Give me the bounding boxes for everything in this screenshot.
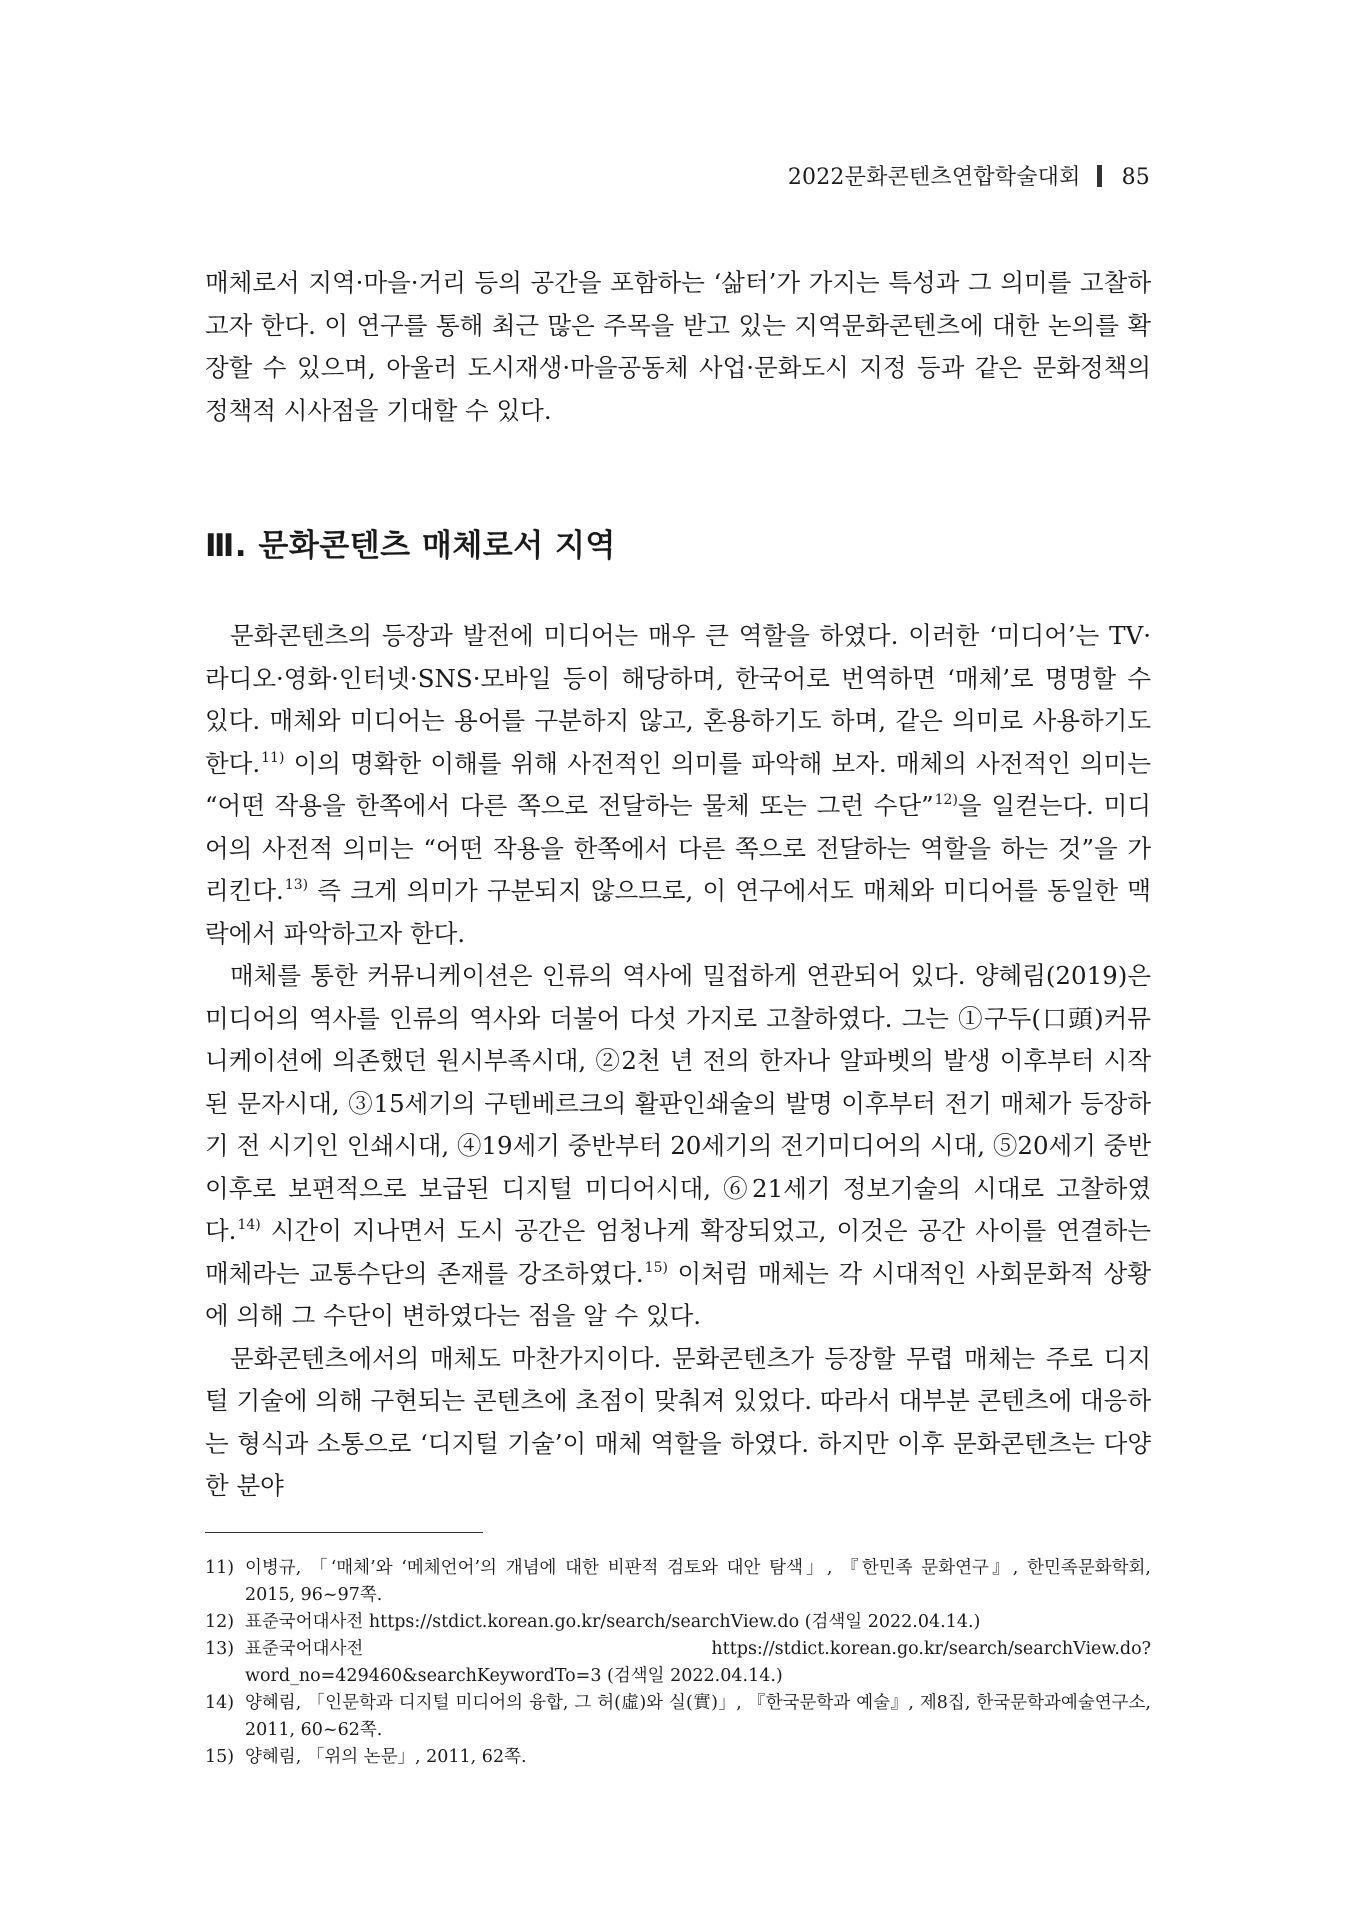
page-number: 85 xyxy=(1121,165,1150,190)
footnote-text: 표준국어대사전 https://stdict.korean.go.kr/search/searchView.do?word_no=429460&searchKeywordTo=3 (검색일 2022.04.14.) xyxy=(245,1638,1151,1686)
paragraph-2-text-b: 시간이 지나면서 도시 공간은 엄청나게 확장되었고, 이것은 공간 사이를 연결하는 매체라는 교통수단의 존재를 강조하였다. xyxy=(205,1216,1151,1288)
paragraph-1-text-d: 즉 크게 의미가 구분되지 않으므로, 이 연구에서도 매체와 미디어를 동일한 맥락에서 파악하고자 한다. xyxy=(205,876,1151,948)
footnote-text: 양혜림, 「인문학과 디지털 미디어의 융합, 그 허(虛)와 실(實)」, 『한국문학과 예술』, 제8집, 한국문학과예술연구소, 2011, 60~62쪽. xyxy=(245,1692,1151,1740)
paragraph-2-text-c: 이처럼 매체는 각 시대적인 사회문화적 상황에 의해 그 수단이 변하였다는 점을 알 수 있다. xyxy=(205,1258,1151,1330)
footnote-number: 13) xyxy=(205,1638,235,1659)
paragraph-3: 문화콘텐츠에서의 매체도 마찬가지이다. 문화콘텐츠가 등장할 무렵 매체는 주로 디지털 기술에 의해 구현되는 콘텐츠에 초점이 맞춰져 있었다. 따라서 대부분 콘텐츠에 대응하는 형식과 소통으로 ‘디지털 기술’이 매체 역할을 하였다. 하지만 이후 문화콘텐츠는 다양한 분야 xyxy=(205,1343,1151,1500)
paragraph-1 xyxy=(205,615,1151,955)
intro-section xyxy=(205,262,1151,432)
journal-title: 2022문화콘텐츠연합학술대회 xyxy=(787,165,1081,190)
paragraph-1-text-c: 을 일컫는다. 미디어의 사전적 의미는 “어떤 작용을 한쪽에서 다른 쪽으로 전달하는 역할을 하는 것”을 가리킨다. xyxy=(205,791,1151,905)
footnote-13 xyxy=(205,1636,1151,1690)
footnote-text: 양혜림, 「위의 논문」, 2011, 62쪽. xyxy=(245,1746,527,1767)
footnote-14 xyxy=(205,1690,1151,1744)
footnote-ref-14[interactable]: 14) xyxy=(237,1217,261,1233)
paragraph-2 xyxy=(205,955,1151,1338)
section-body xyxy=(205,615,1151,1508)
footnote-ref-11[interactable]: 11) xyxy=(261,749,285,766)
footnotes xyxy=(205,1555,1151,1771)
footnote-15 xyxy=(205,1744,1151,1771)
footnote-text: 이병규, 「‘매체’와 ‘메체언어’의 개념에 대한 비판적 검토와 대안 탐색」, 『한민족 문화연구』, 한민족문화학회, 2015, 96~97쪽. xyxy=(245,1557,1151,1605)
footnote-ref-12[interactable]: 12) xyxy=(934,792,958,808)
footnote-12 xyxy=(205,1609,1151,1636)
intro-paragraph: 매체로서 지역·마을·거리 등의 공간을 포함하는 ‘삶터’가 가지는 특성과 그 의미를 고찰하고자 한다. 이 연구를 통해 최근 많은 주목을 받고 있는 지역문화콘텐츠에 대한 논의를 확장할 수 있으며, 아울러 도시재생·마을공동체 사업·문화도시 지정 등과 같은 문화정책의 정책적 시사점을 기대할 수 있다. xyxy=(205,268,1151,425)
section-heading: Ⅲ. 문화콘텐츠 매체로서 지역 xyxy=(205,528,616,564)
page-body xyxy=(205,262,1151,1771)
footnote-number: 15) xyxy=(205,1746,235,1767)
footnote-divider xyxy=(205,1532,483,1533)
running-header xyxy=(788,160,1150,191)
paragraph-2-text-a: 매체를 통한 커뮤니케이션은 인류의 역사에 밀접하게 연관되어 있다. 양혜림(2019)은 미디어의 역사를 인류의 역사와 더불어 다섯 가지로 고찰하였다. 그는 ①구두(口頭)커뮤니케이션에 의존했던 원시부족시대, ②2천 년 전의 한자나 알파벳의 발생 이후부터 시작된 문자시대, ③15세기의 구텐베르크의 활판인쇄술의 발명 이후부터 전기 매체가 등장하기 전 시기인 인쇄시대, ④19세기 중반부터 20세기의 전기미디어의 시대, ⑤20세기 중반 이후로 보편적으로 보급된 디지털 미디어시대, ⑥21세기 정보기술의 시대로 고찰하였다. xyxy=(205,961,1151,1245)
footnote-number: 14) xyxy=(205,1692,235,1713)
footnote-number: 11) xyxy=(205,1557,235,1578)
footnote-number: 12) xyxy=(205,1611,235,1632)
footnote-ref-15[interactable]: 15) xyxy=(644,1259,668,1276)
paragraph-1-text-b: 이의 명확한 이해를 위해 사전적인 의미를 파악해 보자. 매체의 사전적인 의미는 “어떤 작용을 한쪽에서 다른 쪽으로 전달하는 물체 또는 그런 수단” xyxy=(205,748,1151,820)
paragraph-1-text-a: 문화콘텐츠의 등장과 발전에 미디어는 매우 큰 역할을 하였다. 이러한 ‘미디어’는 TV·라디오·영화·인터넷·SNS·모바일 등이 해당하며, 한국어로 번역하면 ‘매체’로 명명할 수 있다. 매체와 미디어는 용어를 구분하지 않고, 혼용하기도 하며, 같은 의미로 사용하기도 한다. xyxy=(205,621,1151,778)
footnote-11 xyxy=(205,1555,1151,1609)
footnote-ref-13[interactable]: 13) xyxy=(284,877,309,893)
footnote-text: 표준국어대사전 https://stdict.korean.go.kr/search/searchView.do (검색일 2022.04.14.) xyxy=(245,1611,981,1632)
header-separator xyxy=(1097,165,1102,187)
